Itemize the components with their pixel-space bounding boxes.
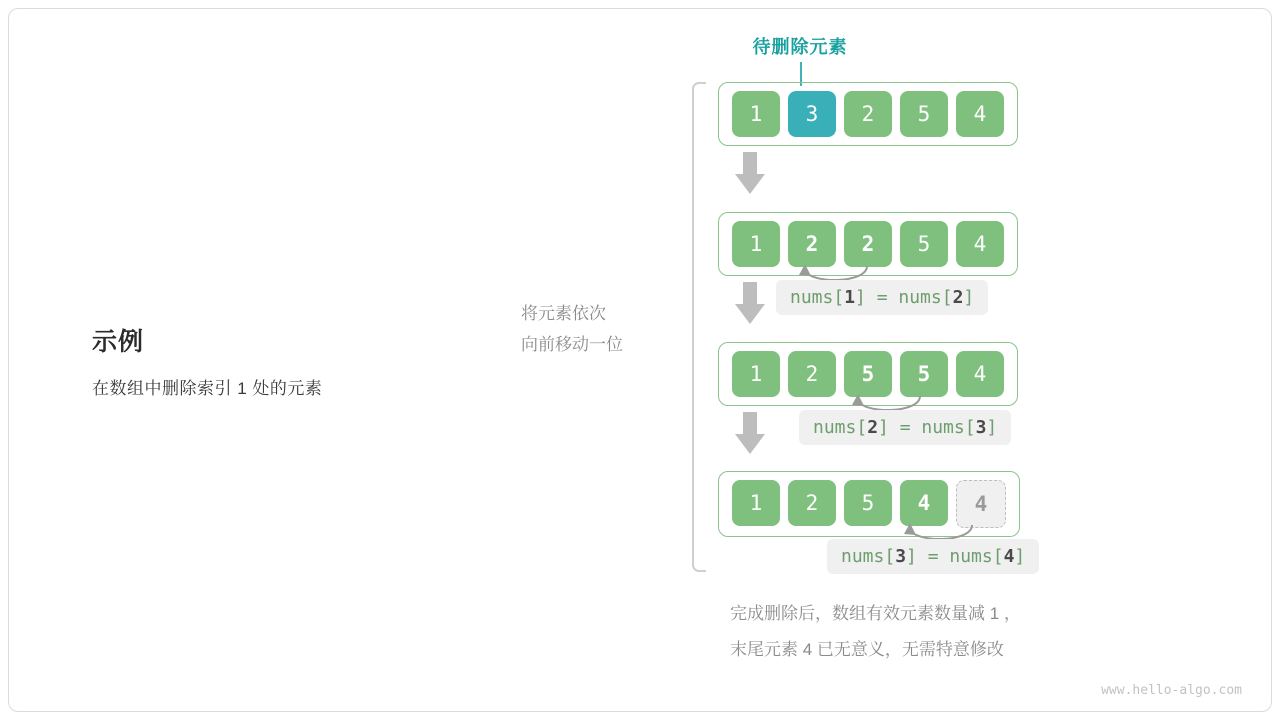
cell: 2 — [844, 221, 892, 267]
code-text-suffix: ] — [1014, 546, 1026, 567]
cell-highlighted: 3 — [788, 91, 836, 137]
cell: 5 — [844, 351, 892, 397]
cell: 4 — [956, 221, 1004, 267]
code-index-j: 4 — [1003, 546, 1015, 567]
code-text-prefix: nums[ — [790, 287, 845, 308]
caption-subtitle: 在数组中删除索引 1 处的元素 — [92, 379, 323, 398]
down-arrow-icon — [735, 282, 765, 326]
code-index-j: 2 — [952, 287, 964, 308]
middle-label-line2: 向前移动一位 — [521, 335, 623, 354]
code-index-i: 2 — [867, 417, 879, 438]
top-title: 待删除元素 — [752, 37, 848, 57]
code-index-i: 3 — [895, 546, 907, 567]
code-text-prefix: nums[ — [841, 546, 896, 567]
code-index-j: 3 — [975, 417, 987, 438]
middle-label — [521, 298, 681, 360]
code-label-3 — [827, 539, 1039, 574]
code-text-prefix: nums[ — [813, 417, 868, 438]
cell: 1 — [732, 221, 780, 267]
cell: 4 — [900, 480, 948, 526]
down-arrow-icon — [735, 152, 765, 196]
array-row-1 — [718, 82, 1018, 146]
watermark: www.hello-algo.com — [1101, 683, 1242, 698]
bottom-note-line1: 完成删除后，数组有效元素数量减 1 ， — [730, 604, 1021, 623]
code-index-i: 1 — [844, 287, 856, 308]
caption-block — [92, 322, 472, 399]
code-label-2 — [799, 410, 1011, 445]
cell: 5 — [844, 480, 892, 526]
cell: 5 — [900, 91, 948, 137]
cell: 4 — [956, 91, 1004, 137]
cell: 1 — [732, 351, 780, 397]
code-text-mid: ] = nums[ — [906, 546, 1004, 567]
cell: 1 — [732, 480, 780, 526]
code-text-mid: ] = nums[ — [878, 417, 976, 438]
bottom-note — [730, 596, 1250, 668]
middle-label-line1: 将元素依次 — [521, 304, 606, 323]
cell: 2 — [788, 351, 836, 397]
cell: 5 — [900, 351, 948, 397]
code-text-suffix: ] — [963, 287, 975, 308]
cell: 2 — [788, 480, 836, 526]
group-bracket — [692, 82, 706, 572]
code-text-mid: ] = nums[ — [855, 287, 953, 308]
cell: 1 — [732, 91, 780, 137]
cell: 5 — [900, 221, 948, 267]
caption-title: 示例 — [92, 328, 145, 356]
bottom-note-line2: 末尾元素 4 已无意义，无需特意修改 — [730, 640, 1004, 659]
code-text-suffix: ] — [986, 417, 998, 438]
down-arrow-icon — [735, 412, 765, 456]
cell: 2 — [844, 91, 892, 137]
cell: 4 — [956, 351, 1004, 397]
cell: 2 — [788, 221, 836, 267]
code-label-1 — [776, 280, 988, 315]
cell-invalid: 4 — [956, 480, 1006, 528]
